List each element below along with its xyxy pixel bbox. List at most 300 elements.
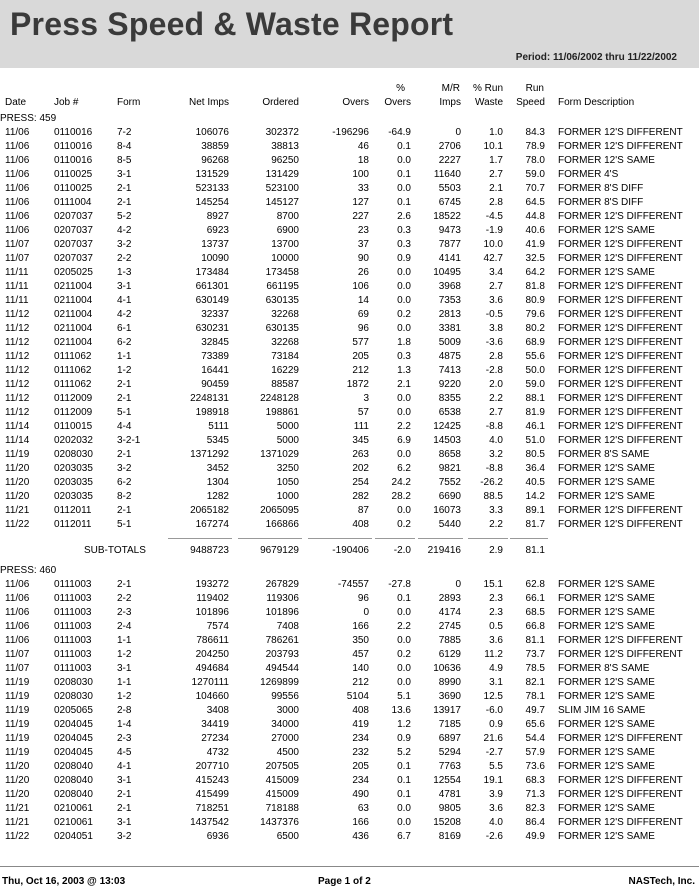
cell-run-speed: 81.8 [525,281,545,292]
subtotal-underline [238,538,302,539]
cell-run-speed: 80.5 [525,449,545,460]
cell-form: 4-2 [117,309,132,320]
cell-date: 11/07 [5,239,30,250]
cell-job-number: 0204051 [54,831,93,842]
cell-overs-pct: 13.6 [391,705,411,716]
cell-description: FORMER 12'S DIFFERENT [558,351,683,362]
table-row [0,336,699,350]
cell-date: 11/11 [5,281,29,292]
table-row [0,238,699,252]
cell-overs-pct: 0.3 [397,239,411,250]
cell-run-waste: 4.9 [489,663,503,674]
cell-overs: 5104 [346,691,369,702]
cell-ordered: 7408 [276,621,299,632]
cell-ordered: 494544 [265,663,299,674]
cell-run-waste: -3.6 [485,337,503,348]
cell-run-speed: 81.9 [525,407,545,418]
cell-overs-pct: 0.0 [397,607,411,618]
cell-form: 2-1 [117,449,132,460]
cell-run-waste: 3.4 [489,267,503,278]
cell-net-imps: 1270111 [191,677,229,688]
cell-run-speed: 70.7 [525,183,545,194]
cell-job-number: 0111003 [54,621,92,632]
cell-mr-imps: 9821 [438,463,461,474]
cell-run-speed: 80.9 [525,295,545,306]
cell-form: 7-2 [117,127,132,138]
cell-job-number: 0204045 [54,719,93,730]
table-row [0,648,699,662]
table-row [0,830,699,844]
cell-overs-pct: 0.0 [397,267,411,278]
cell-overs-pct: 0.0 [397,295,411,306]
cell-overs: 90 [357,253,369,264]
cell-overs: 23 [357,225,369,236]
cell-description: FORMER 12'S SAME [558,803,655,814]
table-row [0,802,699,816]
cell-net-imps: 5111 [208,421,229,432]
cell-form: 1-2 [117,649,132,660]
table-row [0,350,699,364]
cell-overs-pct: 0.1 [397,593,411,604]
cell-overs-pct: 2.2 [397,421,411,432]
cell-overs-pct: 0.0 [397,663,411,674]
cell-ordered: 2248128 [260,393,299,404]
cell-run-speed: 81.1 [525,635,545,646]
cell-overs-pct: 0.0 [397,449,411,460]
cell-overs: 87 [357,505,369,516]
cell-form: 2-1 [117,789,132,800]
cell-date: 11/06 [5,197,30,208]
table-row [0,224,699,238]
cell-net-imps: 2065182 [190,505,229,516]
table-row [0,704,699,718]
cell-overs-pct: -64.9 [388,127,411,138]
cell-date: 11/19 [5,691,30,702]
cell-description: SLIM JIM 16 SAME [558,705,646,716]
cell-job-number: 0111062 [54,365,92,376]
cell-job-number: 0204045 [54,733,93,744]
cell-overs: 345 [352,435,369,446]
cell-job-number: 0211004 [54,295,93,306]
cell-run-waste: 0.9 [489,719,503,730]
cell-overs-pct: 0.0 [397,323,411,334]
cell-overs: 419 [352,719,369,730]
cell-ordered: 27000 [271,733,299,744]
cell-date: 11/12 [5,323,30,334]
cell-overs-pct: 1.3 [397,365,411,376]
cell-ordered: 207505 [265,761,299,772]
cell-date: 11/06 [5,127,30,138]
cell-date: 11/06 [5,621,30,632]
report-title: Press Speed & Waste Report [10,6,454,42]
cell-mr-imps: 12425 [433,421,461,432]
cell-overs-pct: 0.1 [397,141,411,152]
cell-description: FORMER 12'S DIFFERENT [558,407,683,418]
cell-overs: -74557 [337,579,369,590]
cell-net-imps: 630149 [195,295,229,306]
cell-ordered: 718188 [265,803,299,814]
cell-overs: 577 [352,337,369,348]
subtotal-run-speed: 81.1 [525,545,545,556]
cell-run-speed: 88.1 [525,393,545,404]
subtotal-overs: -190406 [332,545,369,556]
cell-date: 11/11 [5,295,29,306]
cell-run-waste: -8.8 [485,463,503,474]
cell-ordered: 101896 [265,607,299,618]
table-row [0,392,699,406]
cell-mr-imps: 5503 [438,183,461,194]
cell-mr-imps: 5009 [438,337,461,348]
cell-form: 8-4 [117,141,132,152]
cell-form: 1-1 [117,351,132,362]
cell-run-speed: 78.1 [525,691,545,702]
cell-mr-imps: 2706 [438,141,461,152]
cell-description: FORMER 8'S DIFF [558,183,644,194]
cell-ordered: 6900 [276,225,299,236]
cell-form: 4-1 [117,761,132,772]
cell-form: 2-4 [117,621,132,632]
cell-date: 11/19 [5,705,30,716]
cell-run-speed: 57.9 [525,747,545,758]
cell-net-imps: 6936 [206,831,229,842]
cell-run-speed: 41.9 [525,239,545,250]
cell-run-waste: -26.2 [480,477,503,488]
cell-overs-pct: 1.2 [397,719,411,730]
cell-overs-pct: 0.1 [397,197,411,208]
cell-run-waste: 11.2 [484,649,503,660]
subtotal-underline [308,538,372,539]
cell-job-number: 0208040 [54,789,93,800]
cell-overs-pct: 0.3 [397,225,411,236]
cell-form: 2-2 [117,593,132,604]
cell-mr-imps: 6690 [438,491,461,502]
cell-run-waste: 10.0 [483,239,503,250]
cell-job-number: 0205025 [54,267,93,278]
cell-description: FORMER 12'S SAME [558,579,655,590]
cell-job-number: 0112009 [54,393,93,404]
cell-description: FORMER 12'S DIFFERENT [558,141,683,152]
cell-description: FORMER 12'S DIFFERENT [558,379,683,390]
table-row [0,634,699,648]
cell-run-speed: 66.8 [525,621,545,632]
cell-overs-pct: 0.0 [397,407,411,418]
cell-description: FORMER 4'S [558,169,619,180]
cell-net-imps: 34419 [201,719,229,730]
cell-net-imps: 90459 [201,379,229,390]
cell-date: 11/20 [5,463,30,474]
cell-description: FORMER 12'S DIFFERENT [558,127,683,138]
cell-net-imps: 167274 [195,519,229,530]
cell-run-waste: 19.1 [483,775,503,786]
cell-ordered: 131429 [265,169,299,180]
cell-job-number: 0203035 [54,463,93,474]
table-row [0,476,699,490]
table-row [0,718,699,732]
cell-overs: 100 [352,169,369,180]
cell-run-speed: 78.9 [525,141,545,152]
cell-ordered: 786261 [265,635,299,646]
cell-run-waste: 3.3 [489,505,503,516]
cell-form: 2-1 [117,393,132,404]
cell-run-speed: 51.0 [525,435,545,446]
table-row [0,662,699,676]
cell-run-speed: 64.2 [525,267,545,278]
cell-description: FORMER 12'S DIFFERENT [558,421,683,432]
cell-run-speed: 46.1 [525,421,545,432]
cell-date: 11/21 [5,505,30,516]
cell-overs-pct: 0.1 [397,789,411,800]
cell-overs: 263 [352,449,369,460]
cell-run-waste: 2.7 [489,281,503,292]
cell-net-imps: 16441 [201,365,229,376]
col-overs-header: Overs [342,97,369,108]
cell-net-imps: 494684 [195,663,229,674]
table-row [0,378,699,392]
cell-overs-pct: 0.0 [397,183,411,194]
cell-date: 11/06 [5,211,30,222]
cell-form: 3-1 [117,169,132,180]
cell-date: 11/21 [5,803,30,814]
cell-run-waste: 2.2 [489,393,503,404]
table-row [0,578,699,592]
cell-run-speed: 86.4 [525,817,545,828]
cell-overs: 254 [352,477,369,488]
cell-run-waste: 2.8 [489,197,503,208]
col-run-speed-header: Speed [516,97,545,108]
cell-ordered: 203793 [265,649,299,660]
table-row [0,732,699,746]
cell-run-waste: 3.6 [489,295,503,306]
cell-ordered: 1437376 [260,817,299,828]
cell-date: 11/07 [5,253,30,264]
cell-net-imps: 101896 [195,607,229,618]
footer-company: NASTech, Inc. [628,876,695,887]
cell-ordered: 302372 [265,127,299,138]
cell-overs: 166 [352,621,369,632]
cell-net-imps: 630231 [195,323,229,334]
cell-mr-imps: 5440 [438,519,461,530]
cell-overs-pct: 0.9 [397,733,411,744]
cell-overs-pct: 0.2 [397,649,411,660]
cell-run-waste: 1.7 [489,155,503,166]
cell-overs: 436 [352,831,369,842]
cell-form: 6-2 [117,337,132,348]
cell-form: 2-1 [117,803,132,814]
cell-net-imps: 8927 [206,211,229,222]
cell-net-imps: 73389 [201,351,229,362]
cell-job-number: 0111003 [54,607,92,618]
cell-ordered: 32268 [271,337,299,348]
press-group-label: PRESS: 460 [0,565,57,576]
cell-run-waste: 4.0 [489,817,503,828]
cell-run-speed: 79.6 [525,309,545,320]
subtotal-rule [0,532,699,544]
cell-date: 11/20 [5,775,30,786]
cell-overs: 205 [352,761,369,772]
cell-ordered: 38813 [271,141,299,152]
table-row [0,490,699,504]
cell-overs: 1872 [346,379,369,390]
cell-overs-pct: 0.2 [397,519,411,530]
cell-job-number: 0112009 [54,407,93,418]
cell-net-imps: 13737 [201,239,229,250]
cell-ordered: 3000 [276,705,299,716]
footer-divider [0,866,699,867]
cell-date: 11/19 [5,719,30,730]
cell-run-speed: 49.7 [525,705,545,716]
cell-run-waste: 2.7 [489,169,503,180]
table-row [0,210,699,224]
cell-form: 6-2 [117,477,132,488]
cell-overs: 212 [352,677,369,688]
cell-overs-pct: 1.8 [397,337,411,348]
table-row [0,308,699,322]
cell-net-imps: 415499 [195,789,229,800]
cell-run-speed: 40.6 [525,225,545,236]
cell-description: FORMER 12'S DIFFERENT [558,393,683,404]
cell-net-imps: 173484 [195,267,229,278]
cell-description: FORMER 12'S DIFFERENT [558,435,683,446]
cell-overs: 227 [352,211,369,222]
cell-overs: 408 [352,519,369,530]
cell-form: 3-1 [117,775,132,786]
cell-ordered: 173458 [265,267,299,278]
cell-overs-pct: 0.1 [397,775,411,786]
cell-mr-imps: 10636 [433,663,461,674]
cell-run-waste: 3.9 [489,789,503,800]
col-overs-pct-header: Overs [384,97,411,108]
table-row [0,280,699,294]
cell-mr-imps: 4141 [438,253,461,264]
cell-run-speed: 80.2 [525,323,545,334]
cell-form: 1-1 [117,677,132,688]
cell-run-speed: 50.0 [525,365,545,376]
cell-overs-pct: 0.2 [397,309,411,320]
cell-ordered: 1000 [276,491,299,502]
col-ordered-header: Ordered [262,97,299,108]
cell-date: 11/07 [5,663,30,674]
cell-description: FORMER 12'S SAME [558,677,655,688]
cell-mr-imps: 7763 [438,761,461,772]
cell-overs: 37 [357,239,369,250]
cell-net-imps: 3452 [206,463,229,474]
cell-run-waste: 3.2 [489,449,503,460]
cell-form: 1-3 [117,267,132,278]
cell-mr-imps: 2893 [438,593,461,604]
cell-job-number: 0208030 [54,449,93,460]
cell-net-imps: 193272 [195,579,229,590]
cell-mr-imps: 7552 [438,477,461,488]
cell-run-waste: 3.1 [489,677,503,688]
cell-description: FORMER 12'S DIFFERENT [558,733,683,744]
cell-form: 4-4 [117,421,132,432]
cell-mr-imps: 15208 [433,817,461,828]
cell-overs: 0 [363,607,369,618]
cell-description: FORMER 12'S DIFFERENT [558,309,683,320]
table-row [0,364,699,378]
cell-net-imps: 661301 [195,281,229,292]
cell-form: 3-2 [117,239,132,250]
cell-form: 3-1 [117,281,132,292]
subtotal-ordered: 9679129 [260,545,299,556]
cell-run-waste: 15.1 [483,579,503,590]
cell-form: 6-1 [117,323,132,334]
cell-ordered: 16229 [271,365,299,376]
cell-run-speed: 64.5 [525,197,545,208]
cell-mr-imps: 6538 [438,407,461,418]
cell-run-speed: 59.0 [525,379,545,390]
cell-date: 11/06 [5,579,30,590]
col-overs-pct-header-top: % [396,83,405,94]
cell-description: FORMER 12'S DIFFERENT [558,505,683,516]
cell-overs-pct: 0.0 [397,393,411,404]
cell-overs-pct: 0.0 [397,635,411,646]
table-row [0,406,699,420]
cell-overs-pct: 2.2 [397,621,411,632]
cell-ordered: 198861 [265,407,299,418]
subtotal-row [0,544,699,564]
cell-job-number: 0207037 [54,211,93,222]
cell-date: 11/06 [5,169,30,180]
table-row [0,504,699,518]
cell-description: FORMER 12'S SAME [558,621,655,632]
subtotal-underline [418,538,463,539]
cell-form: 3-1 [117,663,132,674]
cell-overs-pct: 0.0 [397,803,411,814]
cell-run-speed: 78.0 [525,155,545,166]
cell-mr-imps: 7877 [438,239,461,250]
cell-run-speed: 71.3 [525,789,545,800]
cell-overs-pct: 5.1 [397,691,411,702]
cell-run-speed: 89.1 [525,505,545,516]
cell-overs: 111 [353,421,369,432]
cell-net-imps: 6923 [206,225,229,236]
cell-description: FORMER 12'S SAME [558,463,655,474]
cell-run-speed: 59.0 [525,169,545,180]
cell-ordered: 13700 [271,239,299,250]
cell-overs: 205 [352,351,369,362]
col-run-waste-header: Waste [475,97,503,108]
cell-job-number: 0111062 [54,351,92,362]
cell-net-imps: 38859 [201,141,229,152]
table-row [0,434,699,448]
cell-run-waste: -2.6 [485,831,503,842]
cell-mr-imps: 7413 [438,365,461,376]
cell-job-number: 0202032 [54,435,93,446]
cell-net-imps: 32337 [201,309,229,320]
cell-description: FORMER 12'S DIFFERENT [558,239,683,250]
cell-mr-imps: 16073 [433,505,461,516]
cell-job-number: 0110016 [54,127,93,138]
cell-overs: 96 [357,323,369,334]
table-row [0,196,699,210]
cell-mr-imps: 10495 [433,267,461,278]
cell-mr-imps: 2745 [438,621,461,632]
cell-run-speed: 49.9 [525,831,545,842]
cell-overs-pct: 0.0 [397,505,411,516]
report-period: Period: 11/06/2002 thru 11/22/2002 [515,52,677,63]
cell-description: FORMER 12'S SAME [558,477,655,488]
cell-ordered: 1050 [276,477,299,488]
cell-date: 11/20 [5,491,30,502]
cell-ordered: 88587 [271,379,299,390]
cell-overs: 26 [357,267,369,278]
cell-run-waste: 42.7 [483,253,503,264]
press-group-label: PRESS: 459 [0,113,57,124]
cell-run-waste: -1.9 [485,225,503,236]
cell-run-waste: 2.3 [489,607,503,618]
cell-form: 3-2 [117,831,132,842]
